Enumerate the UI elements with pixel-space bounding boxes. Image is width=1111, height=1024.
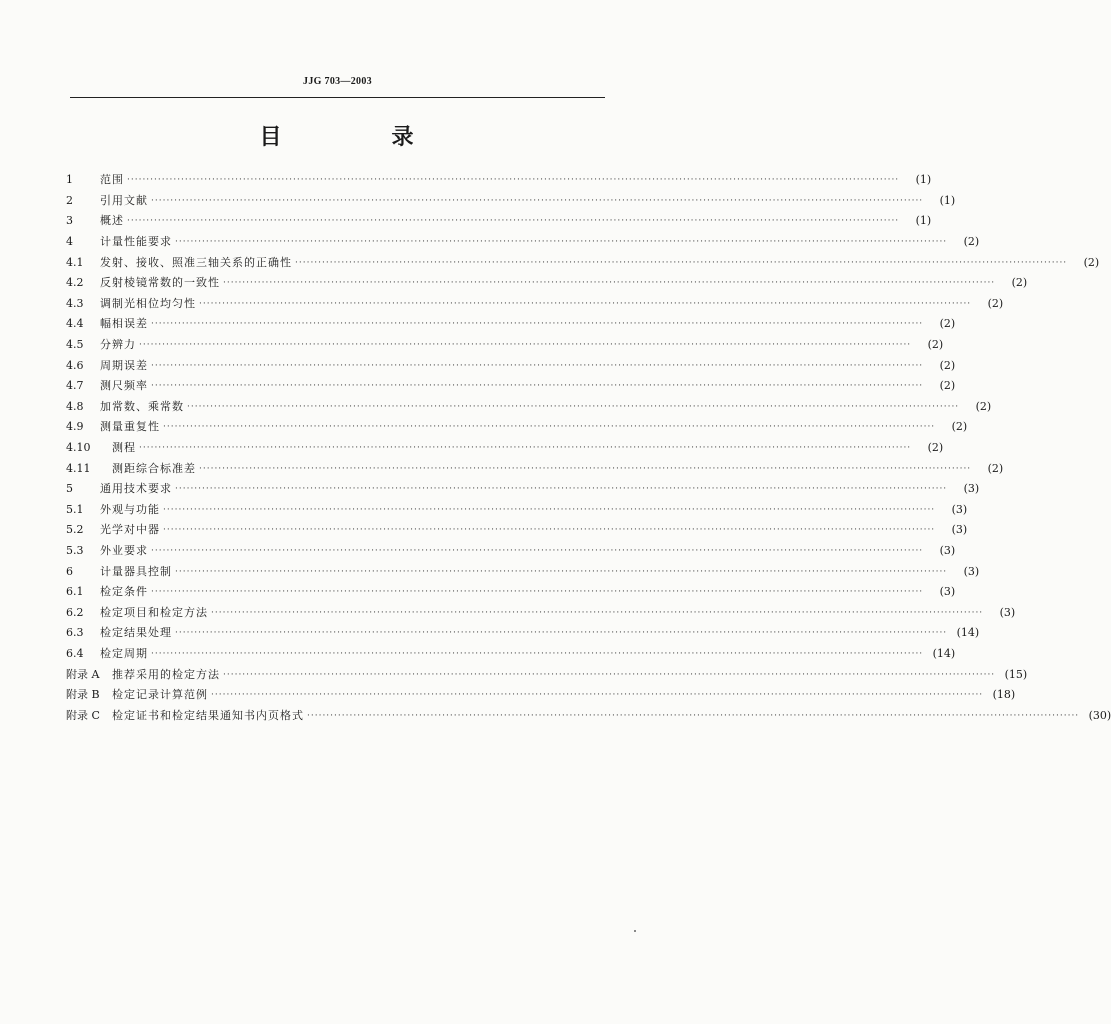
toc-entry xyxy=(66,211,932,232)
dot-leader: ········································································································································································································ xyxy=(127,175,900,186)
toc-entry xyxy=(66,417,968,438)
table-of-contents xyxy=(66,170,1111,726)
toc-entry xyxy=(66,376,956,397)
toc-entry-page: (14) xyxy=(932,646,956,660)
toc-entry-number: 4.9 xyxy=(66,420,84,434)
toc-entry-page: (2) xyxy=(987,296,1004,310)
toc-entry-label: 测距综合标准差 xyxy=(112,461,196,475)
dot-leader: ········································································································································································································ xyxy=(223,669,996,680)
toc-entry xyxy=(66,500,968,521)
dot-leader: ········································································································································································································ xyxy=(175,628,948,639)
toc-entry-label: 检定项目和检定方法 xyxy=(100,605,208,619)
toc-entry-page: (2) xyxy=(939,317,956,331)
dot-leader: ········································································································································································································ xyxy=(163,504,936,515)
toc-entry-number: 5.1 xyxy=(66,502,84,516)
toc-entry-number: 附录 C xyxy=(66,708,100,722)
toc-entry-page: (2) xyxy=(951,420,968,434)
dot-leader: ········································································································································································································ xyxy=(151,360,924,371)
toc-entry-label: 计量性能要求 xyxy=(100,235,172,249)
toc-entry xyxy=(66,479,980,500)
toc-entry-number: 4.1 xyxy=(66,255,84,269)
dot-leader: ········································································································································································································ xyxy=(151,195,924,206)
toc-entry-page: (1) xyxy=(915,214,932,228)
dot-leader: ········································································································································································································ xyxy=(151,545,924,556)
toc-entry-label: 外业要求 xyxy=(100,543,148,557)
toc-entry xyxy=(66,664,1028,685)
toc-entry-number: 6.4 xyxy=(66,646,84,660)
toc-entry-page: (3) xyxy=(963,482,980,496)
toc-entry-page: (15) xyxy=(1004,667,1028,681)
toc-entry-label: 概述 xyxy=(100,214,124,228)
toc-entry xyxy=(66,582,956,603)
toc-entry xyxy=(66,397,992,418)
toc-entry-label: 引用文献 xyxy=(100,193,148,207)
toc-entry-label: 测程 xyxy=(112,441,136,455)
toc-entry xyxy=(66,644,956,665)
toc-entry-number: 4.2 xyxy=(66,276,84,290)
toc-entry-number: 附录 A xyxy=(66,667,100,681)
dot-leader: ········································································································································································································ xyxy=(211,607,984,618)
toc-entry xyxy=(66,335,944,356)
toc-entry-label: 加常数、乘常数 xyxy=(100,399,184,413)
toc-entry-label: 发射、接收、照准三轴关系的正确性 xyxy=(100,255,292,269)
toc-entry-number: 4.10 xyxy=(66,441,91,455)
page-title: 目 录 xyxy=(259,125,458,150)
toc-entry-page: (3) xyxy=(951,523,968,537)
toc-entry-number: 2 xyxy=(66,193,73,207)
toc-entry-number: 4.7 xyxy=(66,379,84,393)
toc-entry-label: 检定结果处理 xyxy=(100,626,172,640)
toc-entry-label: 反射棱镜常数的一致性 xyxy=(100,276,220,290)
toc-entry-number: 6.2 xyxy=(66,605,84,619)
toc-entry-number: 4.8 xyxy=(66,399,84,413)
dot-leader: ········································································································································································································ xyxy=(151,381,924,392)
dot-leader: ········································································································································································································ xyxy=(175,237,948,248)
toc-entry-page: (2) xyxy=(1011,276,1028,290)
toc-entry-page: (3) xyxy=(939,585,956,599)
toc-entry-page: (2) xyxy=(963,235,980,249)
toc-entry xyxy=(66,520,968,541)
dot-leader: ········································································································································································································ xyxy=(175,566,948,577)
toc-entry-label: 检定周期 xyxy=(100,646,148,660)
toc-entry xyxy=(66,252,1100,273)
toc-entry-number: 4.11 xyxy=(66,461,91,475)
dot-leader: ········································································································································································································ xyxy=(139,443,912,454)
toc-entry-label: 光学对中器 xyxy=(100,523,160,537)
toc-entry xyxy=(66,561,980,582)
toc-entry-page: (2) xyxy=(975,399,992,413)
toc-entry-page: (3) xyxy=(939,543,956,557)
toc-entry xyxy=(66,294,1004,315)
toc-entry-number: 5 xyxy=(66,482,73,496)
toc-entry xyxy=(66,191,956,212)
dot-leader: ········································································································································································································ xyxy=(307,710,1080,721)
toc-entry xyxy=(66,170,932,191)
toc-entry-number: 4.5 xyxy=(66,338,84,352)
dot-leader: ········································································································································································································ xyxy=(223,278,996,289)
dot-leader: ········································································································································································································ xyxy=(163,525,936,536)
dot-leader: ········································································································································································································ xyxy=(151,319,924,330)
toc-entry-page: (2) xyxy=(927,441,944,455)
toc-entry xyxy=(66,705,1111,726)
toc-entry xyxy=(66,458,1004,479)
toc-entry-page: (30) xyxy=(1088,708,1111,722)
toc-entry-label: 检定条件 xyxy=(100,585,148,599)
toc-entry-label: 通用技术要求 xyxy=(100,482,172,496)
toc-entry-label: 分辨力 xyxy=(100,338,136,352)
toc-entry xyxy=(66,355,956,376)
toc-entry-number: 4.3 xyxy=(66,296,84,310)
toc-entry xyxy=(66,685,1016,706)
dot-leader: ········································································································································································································ xyxy=(151,587,924,598)
toc-entry-number: 6.3 xyxy=(66,626,84,640)
toc-entry xyxy=(66,232,980,253)
toc-entry-label: 幅相误差 xyxy=(100,317,148,331)
toc-entry-label: 调制光相位均匀性 xyxy=(100,296,196,310)
toc-entry-number: 附录 B xyxy=(66,688,100,702)
dot-leader: ········································································································································································································ xyxy=(175,484,948,495)
scan-speck xyxy=(634,930,636,932)
toc-entry xyxy=(66,602,1016,623)
dot-leader: ········································································································································································································ xyxy=(163,422,936,433)
toc-entry-label: 外观与功能 xyxy=(100,502,160,516)
dot-leader: ········································································································································································································ xyxy=(295,257,1068,268)
toc-entry-page: (2) xyxy=(1083,255,1100,269)
toc-entry-page: (2) xyxy=(939,379,956,393)
toc-entry-label: 计量器具控制 xyxy=(100,564,172,578)
toc-entry-number: 5.3 xyxy=(66,543,84,557)
toc-entry-label: 范围 xyxy=(100,173,124,187)
toc-entry-page: (2) xyxy=(987,461,1004,475)
toc-entry xyxy=(66,314,956,335)
toc-entry-number: 5.2 xyxy=(66,523,84,537)
toc-entry-label: 推荐采用的检定方法 xyxy=(112,667,220,681)
dot-leader: ········································································································································································································ xyxy=(187,401,960,412)
toc-entry-page: (3) xyxy=(963,564,980,578)
toc-entry xyxy=(66,273,1028,294)
toc-entry-page: (3) xyxy=(999,605,1016,619)
toc-entry xyxy=(66,438,944,459)
toc-entry-page: (14) xyxy=(956,626,980,640)
toc-entry-number: 4 xyxy=(66,235,73,249)
toc-entry-page: (3) xyxy=(951,502,968,516)
toc-entry-label: 测量重复性 xyxy=(100,420,160,434)
toc-entry-number: 1 xyxy=(66,173,73,187)
toc-entry-label: 测尺频率 xyxy=(100,379,148,393)
header-rule xyxy=(70,97,605,98)
dot-leader: ········································································································································································································ xyxy=(139,340,912,351)
toc-entry-page: (1) xyxy=(915,173,932,187)
toc-entry-number: 4.4 xyxy=(66,317,84,331)
toc-entry-page: (2) xyxy=(927,338,944,352)
toc-entry-page: (1) xyxy=(939,193,956,207)
toc-entry-number: 4.6 xyxy=(66,358,84,372)
toc-entry xyxy=(66,541,956,562)
dot-leader: ········································································································································································································ xyxy=(199,298,972,309)
toc-entry xyxy=(66,623,980,644)
toc-entry-label: 周期误差 xyxy=(100,358,148,372)
dot-leader: ········································································································································································································ xyxy=(199,463,972,474)
dot-leader: ········································································································································································································ xyxy=(127,216,900,227)
toc-entry-number: 6 xyxy=(66,564,73,578)
dot-leader: ········································································································································································································ xyxy=(211,690,984,701)
toc-entry-number: 3 xyxy=(66,214,73,228)
toc-entry-number: 6.1 xyxy=(66,585,84,599)
toc-entry-page: (18) xyxy=(992,688,1016,702)
toc-entry-label: 检定证书和检定结果通知书内页格式 xyxy=(112,708,304,722)
toc-entry-page: (2) xyxy=(939,358,956,372)
dot-leader: ········································································································································································································ xyxy=(151,648,924,659)
toc-entry-label: 检定记录计算范例 xyxy=(112,688,208,702)
document-code-header: JJG 703—2003 xyxy=(303,76,372,87)
